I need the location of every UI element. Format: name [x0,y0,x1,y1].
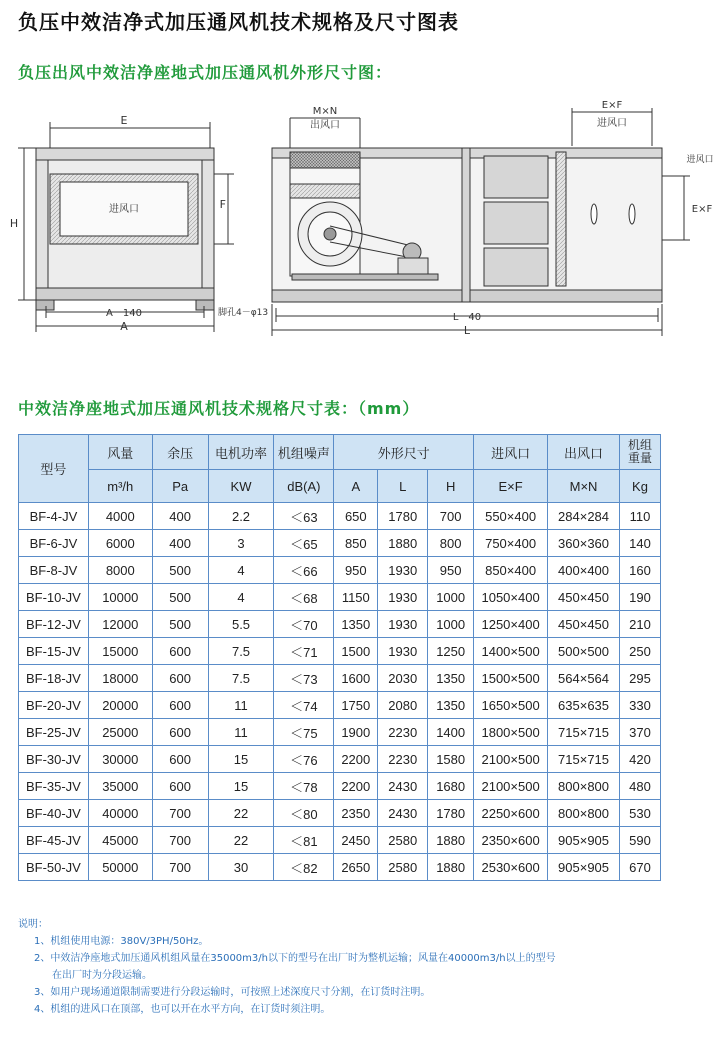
table-row [19,584,661,611]
spec-table [18,434,661,881]
table-cell: 1900 [334,719,378,746]
table-row [19,854,661,881]
table-cell: 7.5 [208,665,274,692]
dim-ef-top-label: E×F [601,100,623,111]
table-cell: 1250×400 [474,611,548,638]
table-cell: 40000 [88,800,152,827]
table-cell: 550×400 [474,503,548,530]
table-cell: 1000 [428,611,474,638]
table-cell: 1250 [428,638,474,665]
table-cell: BF-10-JV [19,584,89,611]
outlet-label: 出风口 [310,120,340,131]
table-cell: 1880 [378,530,428,557]
header-inlet: 进风口 [474,435,548,470]
table-cell: 1930 [378,557,428,584]
table-cell: 11 [208,719,274,746]
table-cell: 1350 [428,692,474,719]
table-row [19,719,661,746]
table-cell: 715×715 [548,719,620,746]
table-cell: 330 [619,692,660,719]
table-cell: 905×905 [548,827,620,854]
table-cell: BF-20-JV [19,692,89,719]
table-cell: 35000 [88,773,152,800]
table-cell: 20000 [88,692,152,719]
dim-l40-label: L－40 [452,312,482,323]
table-cell: 25000 [88,719,152,746]
table-cell: 600 [152,746,208,773]
table-cell: ＜80 [274,800,334,827]
table-cell: 700 [152,854,208,881]
table-cell: 2580 [378,827,428,854]
table-cell: BF-35-JV [19,773,89,800]
table-cell: ＜81 [274,827,334,854]
table-cell: 2100×500 [474,773,548,800]
header-noise: 机组噪声 [274,435,334,470]
table-cell: BF-40-JV [19,800,89,827]
table-cell: 2230 [378,719,428,746]
table-cell: 2100×500 [474,746,548,773]
table-cell: 2030 [378,665,428,692]
table-cell: 1500 [334,638,378,665]
table-cell: 850 [334,530,378,557]
table-cell: 1750 [334,692,378,719]
table-cell: 600 [152,773,208,800]
table-cell: ＜66 [274,557,334,584]
unit-l: L [378,470,428,503]
table-cell: ＜71 [274,638,334,665]
table-cell: 1150 [334,584,378,611]
table-cell: 700 [428,503,474,530]
table-cell: 500 [152,557,208,584]
table-cell: 600 [152,638,208,665]
table-cell: 700 [152,800,208,827]
table-cell: 6000 [88,530,152,557]
notes-section [18,916,708,1018]
table-cell: ＜78 [274,773,334,800]
header-airflow: 风量 [88,435,152,470]
unit-airflow: m³/h [88,470,152,503]
table-cell: 1400×500 [474,638,548,665]
table-cell: 450×450 [548,611,620,638]
table-cell: 1780 [378,503,428,530]
dim-mn-label: M×N [312,106,338,117]
table-cell: 420 [619,746,660,773]
table-cell: 2430 [378,800,428,827]
table-cell: 1350 [334,611,378,638]
table-cell: 2350 [334,800,378,827]
table-cell: 700 [152,827,208,854]
table-cell: BF-8-JV [19,557,89,584]
table-cell: ＜63 [274,503,334,530]
dim-f-label: F [219,198,226,211]
table-cell: 1400 [428,719,474,746]
note-item-1: 1、机组使用电源：380V/3PH/50Hz。 [34,936,209,947]
dim-a-label: A [120,320,128,333]
table-row [19,692,661,719]
table-row [19,611,661,638]
table-cell: 950 [334,557,378,584]
table-cell: 4000 [88,503,152,530]
table-cell: BF-4-JV [19,503,89,530]
table-cell: 1680 [428,773,474,800]
unit-pressure: Pa [152,470,208,503]
note-item-3: 3、如用户现场通道限制需要进行分段运输时，可按照上述深度尺寸分割，在订货时注明。 [34,987,431,998]
table-row [19,800,661,827]
table-cell: 850×400 [474,557,548,584]
table-cell: 600 [152,719,208,746]
table-cell: 30 [208,854,274,881]
table-cell: 500×500 [548,638,620,665]
table-cell: 530 [619,800,660,827]
header-model: 型号 [19,435,89,503]
table-cell: 160 [619,557,660,584]
table-cell: BF-18-JV [19,665,89,692]
header-dimensions: 外形尺寸 [334,435,474,470]
table-row [19,530,661,557]
table-cell: ＜73 [274,665,334,692]
inlet-side-label: 进风口 [686,155,714,165]
table-cell: 360×360 [548,530,620,557]
table-cell: ＜70 [274,611,334,638]
table-cell: 564×564 [548,665,620,692]
table-cell: 800×800 [548,800,620,827]
table-cell: 2.2 [208,503,274,530]
table-cell: 400 [152,530,208,557]
header-outlet: 出风口 [548,435,620,470]
header-pressure: 余压 [152,435,208,470]
table-cell: 1930 [378,584,428,611]
table-cell: 500 [152,611,208,638]
table-cell: 500 [152,584,208,611]
table-cell: 2350×600 [474,827,548,854]
table-cell: 3 [208,530,274,557]
unit-kg: Kg [619,470,660,503]
table-cell: ＜75 [274,719,334,746]
note-item-2-continued: 在出厂时为分段运输。 [52,970,152,981]
table-cell: BF-45-JV [19,827,89,854]
table-cell: 45000 [88,827,152,854]
table-row [19,557,661,584]
table-cell: 30000 [88,746,152,773]
table-cell: 12000 [88,611,152,638]
table-cell: 1580 [428,746,474,773]
table-cell: 1800×500 [474,719,548,746]
table-cell: 1000 [428,584,474,611]
table-cell: 1930 [378,638,428,665]
table-cell: ＜74 [274,692,334,719]
table-cell: ＜65 [274,530,334,557]
table-cell: 5.5 [208,611,274,638]
table-cell: 1880 [428,827,474,854]
table-cell: 2450 [334,827,378,854]
table-cell: 284×284 [548,503,620,530]
inlet-top-label: 进风口 [597,118,627,129]
table-cell: BF-30-JV [19,746,89,773]
table-cell: 400×400 [548,557,620,584]
table-cell: 2530×600 [474,854,548,881]
table-cell: 1780 [428,800,474,827]
dim-l-label: L [463,324,471,337]
table-cell: 250 [619,638,660,665]
table-cell: ＜68 [274,584,334,611]
table-cell: 4 [208,557,274,584]
table-cell: 8000 [88,557,152,584]
table-cell: BF-6-JV [19,530,89,557]
table-cell: 750×400 [474,530,548,557]
dim-e-label: E [120,114,128,127]
table-cell: 1930 [378,611,428,638]
table-cell: 600 [152,692,208,719]
foot-hole-label: 脚孔4－φ13 [218,308,269,318]
table-cell: BF-15-JV [19,638,89,665]
table-cell: 4 [208,584,274,611]
note-item-2: 2、中效洁净座地式加压通风机组风量在35000m3/h以下的型号在出厂时为整机运输；风量在40000m3/h以上的型号 [34,953,556,964]
table-cell: 2650 [334,854,378,881]
table-cell: ＜76 [274,746,334,773]
header-power: 电机功率 [208,435,274,470]
table-cell: 295 [619,665,660,692]
table-cell: 1350 [428,665,474,692]
dim-a140-label: A－140 [106,308,142,319]
table-cell: 1500×500 [474,665,548,692]
table-row [19,638,661,665]
table-cell: 22 [208,827,274,854]
table-cell: 11 [208,692,274,719]
table-cell: 1050×400 [474,584,548,611]
table-cell: ＜82 [274,854,334,881]
table-cell: 15 [208,773,274,800]
table-cell: 400 [152,503,208,530]
unit-h: H [428,470,474,503]
table-cell: 1600 [334,665,378,692]
table-cell: BF-12-JV [19,611,89,638]
dim-ef-side-label: E×F [691,204,713,215]
dimension-drawing [0,92,720,352]
dim-h-label: H [9,217,19,230]
table-cell: BF-25-JV [19,719,89,746]
side-view [272,108,690,336]
unit-a: A [334,470,378,503]
table-row [19,665,661,692]
table-row [19,827,661,854]
unit-noise: dB(A) [274,470,334,503]
table-cell: 15 [208,746,274,773]
table-cell: 480 [619,773,660,800]
table-cell: 450×450 [548,584,620,611]
table-cell: 110 [619,503,660,530]
table-cell: 15000 [88,638,152,665]
table-cell: 2080 [378,692,428,719]
table-cell: 650 [334,503,378,530]
table-cell: 7.5 [208,638,274,665]
table-cell: 2250×600 [474,800,548,827]
table-row [19,773,661,800]
notes-heading: 说明： [18,919,48,930]
table-row [19,746,661,773]
unit-power: KW [208,470,274,503]
table-cell: 2230 [378,746,428,773]
front-view [18,122,234,332]
table-cell: 800×800 [548,773,620,800]
table-cell: 2580 [378,854,428,881]
table-cell: BF-50-JV [19,854,89,881]
unit-ef: E×F [474,470,548,503]
table-cell: 210 [619,611,660,638]
unit-mn: M×N [548,470,620,503]
header-weight: 机组 重量 [619,435,660,470]
table-cell: 1650×500 [474,692,548,719]
table-cell: 50000 [88,854,152,881]
table-cell: 800 [428,530,474,557]
note-item-4: 4、机组的进风口在顶部，也可以开在水平方向，在订货时须注明。 [34,1004,331,1015]
table-cell: 600 [152,665,208,692]
table-cell: 1880 [428,854,474,881]
table-cell: 2200 [334,773,378,800]
table-cell: 905×905 [548,854,620,881]
table-cell: 140 [619,530,660,557]
table-cell: 715×715 [548,746,620,773]
drawing-title: 负压出风中效洁净座地式加压通风机外形尺寸图： [18,63,393,82]
table-cell: 2430 [378,773,428,800]
table-cell: 670 [619,854,660,881]
table-cell: 590 [619,827,660,854]
page-title: 负压中效洁净式加压通风机技术规格及尺寸图表 [18,10,459,34]
table-cell: 370 [619,719,660,746]
table-cell: 22 [208,800,274,827]
table-cell: 10000 [88,584,152,611]
table-cell: 190 [619,584,660,611]
table-cell: 18000 [88,665,152,692]
table-title: 中效洁净座地式加压通风机技术规格尺寸表：（mm） [18,399,420,418]
front-inlet-label: 进风口 [109,204,139,215]
table-cell: 2200 [334,746,378,773]
table-cell: 950 [428,557,474,584]
table-cell: 635×635 [548,692,620,719]
table-row [19,503,661,530]
